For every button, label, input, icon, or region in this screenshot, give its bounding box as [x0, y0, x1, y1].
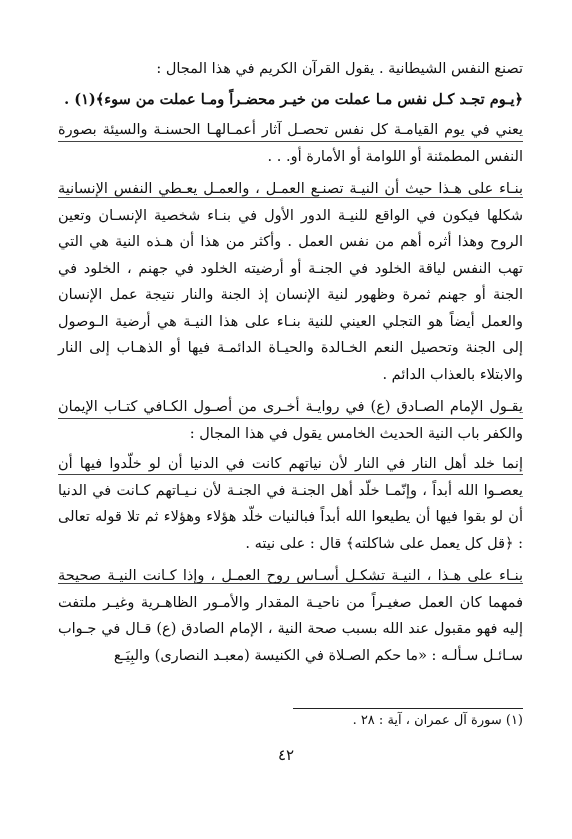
hadith-quote: إنما خلد أهل النار في النار لأن نياتهم كانت في الدنيا أن لو خلّدوا فيها أن يعصـوا الله أبداً ، وإنّمـا خلّد أهل الجنـة في الجنـة لأن نـيـاتهم كـانت في الدنيا أن لو بقوا فيها أن يطيعوا الله أبداً فبالنيات خلّد هؤلاء وهؤلاء ثم تلا قوله تعالى : ﴿قل كل يعمل على شاكلته﴾ قال : على نيته . — [58, 456, 523, 552]
paragraph-divider — [58, 474, 523, 475]
footnote: (١) سورة آل عمران ، آية : ٢٨ . — [352, 713, 523, 728]
paragraph-divider — [58, 197, 523, 198]
paragraph-intention: بنـاء على هـذا حيث أن النيـة تصنـع العمـل ، والعمـل يعـطي النفس الإنسانية شكلها فيكون في الواقع للنيـة الدور الأول في بنـاء شخصية الإنسـان وتعين الروح وهذا أثره أهم من نفس العمل . وأكثر من هذا أن هـذه النية هي التي تهب النفس لياقة الخلود في الجنـة أو أرضيته الخلود في جهنم ، الخلود في الجنة أو جهنم ثمرة وظهور لنية الإنسان إذ الجنة والنار نتيجة عمل الإنسان والعمل أيضاً هو التجلي العيني للنية بنـاء على هذا النيـة هي أرضية الـوصول إلى الجنة وتحصيل النعم الخـالدة والحيـاة الدائمـة فيها أو الذهـاب إلى النار والابتلاء بالعذاب الدائم . — [58, 181, 523, 383]
paragraph-explanation: يعني في يوم القيامـة كل نفس تحصـل آثار أعمـالهـا الحسنـة والسيئة بصورة النفس المطمئنة أو اللوامة أو الأمارة أو. . . — [58, 122, 523, 165]
paragraph-divider — [58, 141, 523, 142]
paragraph-intro: تصنع النفس الشيطانية . يقول القرآن الكريم في هذا المجال : — [156, 61, 523, 77]
page-number: ٤٢ — [277, 746, 295, 764]
paragraph-conclusion: بنـاء على هـذا ، النيـة تشكـل أسـاس روح العمـل ، وإذا كـانت النيـة صحيحة فمهما كان العمل صغيـراً من ناحيـة المقدار والأمـور الظاهـرية وغيـر ملتفت إليه فهو مقبول عند الله بسبب صحة النية ، الإمام الصادق (ع) قـال في جـواب سـائـل سـألـه : «ما حكم الصـلاة في الكنيسة (معبـد النصارى) والبِيَـع — [58, 568, 523, 664]
body-text — [58, 56, 523, 673]
paragraph-narration-intro: يقـول الإمام الصـادق (ع) في روايـة أخـرى من أصـول الكـافي كتـاب الإيمان والكفر باب النية الحديث الخامس يقول في هذا المجال : — [58, 399, 523, 442]
paragraph-divider — [58, 583, 523, 584]
paragraph-divider — [58, 418, 523, 419]
quran-verse: ﴿يـوم تجـد كـل نفس مـا عملت من خيـر محضـراً ومـا عملت من سوء﴾(١) . — [64, 90, 523, 108]
footnote-divider — [293, 708, 523, 709]
